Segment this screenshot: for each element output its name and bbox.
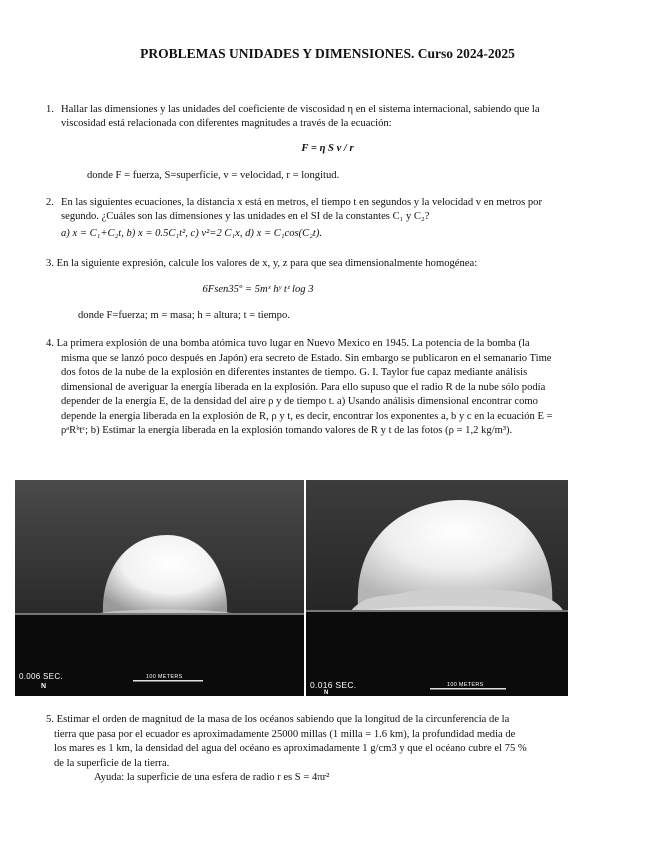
problem-1-definitions: donde F = fuerza, S=superficie, v = velocidad, r = longitud. bbox=[87, 170, 340, 181]
homogeneity-equation: 6Fsen35º = 5mˣ hʸ tᶻ log 3 bbox=[202, 284, 314, 295]
problem-4-line: depender de la energía E, de la densidad del aire ρ y de tiempo t. a) Usando análisis dimensional encontrar como bbox=[61, 396, 538, 407]
scale-label-left: 100 METERS bbox=[146, 674, 183, 680]
problem-1-number: 1. bbox=[46, 104, 54, 115]
problem-5-line: los mares es 1 km, la densidad del agua del océano es aproximadamente 1 g/cm3 y que el océano cubre el 75 % bbox=[54, 743, 527, 754]
problem-3-definitions: donde F=fuerza; m = masa; h = altura; t = tiempo. bbox=[78, 310, 290, 321]
problem-4-text bbox=[46, 337, 621, 439]
problem-5-hint: Ayuda: la superficie de una esfera de radio r es S = 4πr² bbox=[94, 772, 330, 783]
problem-4-line: dimensional de averiguar la energía liberada en la explosión. Para ello supuso que el radio R de la nube sólo podía bbox=[61, 381, 546, 393]
problem-4-line: ρᵃRᵇtᶜ; b) Estimar la energía liberada en la explosión tomando valores de R y t de las fotos (ρ = 1,2 kg/m³). bbox=[61, 425, 513, 436]
north-label-right: N bbox=[324, 690, 329, 696]
scale-label-right: 100 METERS bbox=[447, 682, 484, 688]
problem-3-line-1: 3. En la siguiente expresión, calcule los valores de x, y, z para que sea dimensionalmente homogénea: bbox=[46, 258, 478, 269]
problem-4-line: depende la energía liberada en la explosión de R, ρ y t, es decir, encontrar los exponentes a, b y c en la ecuación E = bbox=[61, 410, 553, 422]
problem-1-line-1: Hallar las dimensiones y las unidades del coeficiente de viscosidad η en el sistema internacional, sabiendo que la bbox=[61, 104, 540, 115]
problem-2-line-2: segundo. ¿Cuáles son las dimensiones y las unidades en el SI de la constantes C₁ y C₂? bbox=[61, 211, 430, 222]
explosion-image-right bbox=[306, 480, 568, 696]
explosion-photo-left bbox=[15, 480, 304, 696]
problem-4-line: misma que se lanzó poco después en Japón) era secreto de Estado. Sin embargo se publicaron en el semanario Time bbox=[61, 352, 552, 364]
time-label-left: 0.006 SEC. bbox=[19, 672, 63, 681]
page-title: PROBLEMAS UNIDADES Y DIMENSIONES. Curso 2024-2025 bbox=[140, 46, 515, 61]
problem-5-line: 5. Estimar el orden de magnitud de la masa de los océanos sabiendo que la longitud de la circunferencia de la bbox=[46, 714, 510, 725]
problem-5-line: de la superficie de la tierra. bbox=[54, 757, 170, 769]
explosion-photo-right bbox=[306, 480, 568, 696]
problem-4-line: 4. La primera explosión de una bomba atómica tuvo lugar en Nuevo Mexico en 1945. La potencia de la bomba (la bbox=[46, 338, 530, 349]
viscosity-equation: F = η S v / r bbox=[301, 143, 354, 154]
north-label-left: N bbox=[41, 683, 47, 690]
problem-1-line-2: viscosidad está relacionada con diferentes magnitudes a través de la ecuación: bbox=[61, 118, 392, 129]
problem-5-line: tierra que pasa por el ecuador es aproximadamente 25000 millas (1 milla = 1.6 km), la profundidad media de bbox=[54, 728, 516, 740]
problem-4-line: dos fotos de la nube de la explosión en diferentes instantes de tiempo. G. I. Taylor fue capaz mediante análisis bbox=[61, 367, 528, 378]
explosion-image-left bbox=[15, 480, 304, 696]
time-label-right: 0.016 SEC. bbox=[310, 680, 357, 690]
problem-5-text bbox=[46, 713, 626, 786]
problem-2-options: a) x = C₁+C₂t, b) x = 0.5C₁t², c) v²=2 C₁x, d) x = C₁cos(C₂t). bbox=[61, 228, 323, 239]
problem-2-number: 2. bbox=[46, 197, 54, 208]
problem-2-line-1: En las siguientes ecuaciones, la distancia x está en metros, el tiempo t en segundos y la velocidad v en metros por bbox=[61, 197, 542, 208]
